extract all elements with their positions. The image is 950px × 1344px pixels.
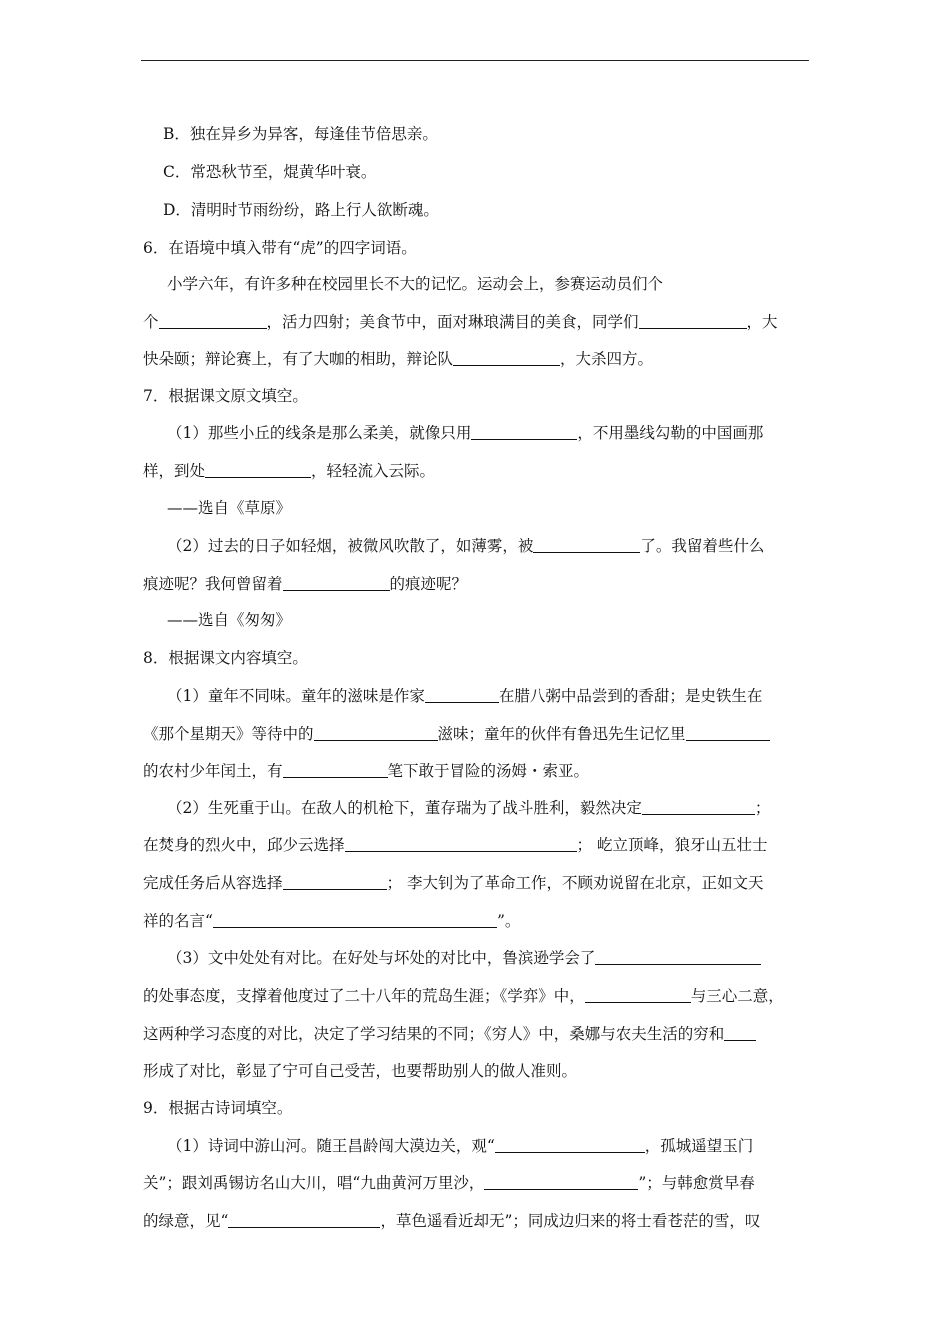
answer-blank[interactable] (283, 761, 388, 778)
q7-source-1: ——选自《草原》 (167, 499, 292, 517)
answer-blank[interactable] (724, 1024, 756, 1041)
answer-blank[interactable] (205, 461, 311, 478)
q8-p2-line-3: 完成任务后从容选择 ； 李大钊为了革命工作，不顾劝说留在北京，正如文天 (143, 874, 764, 892)
q9-p1-line-1: （1）诗词中游山河。随王昌龄闯大漠边关，观“ ，孤城遥望玉门 (167, 1137, 754, 1155)
answer-blank[interactable] (283, 873, 387, 890)
answer-blank[interactable] (213, 911, 497, 928)
q6-line-1: 小学六年，有许多种在校园里长不大的记忆。运动会上，参赛运动员们个 (167, 275, 664, 293)
answer-blank[interactable] (495, 1136, 645, 1153)
answer-blank[interactable] (228, 1211, 380, 1228)
answer-blank[interactable] (453, 349, 560, 366)
answer-blank[interactable] (639, 312, 747, 329)
answer-blank[interactable] (345, 835, 577, 852)
answer-blank[interactable] (471, 423, 577, 440)
q9-p1-line-3: 的绿意，见“ ，草色遥看近却无”；同成边归来的将士看苍茫的雪，叹 (143, 1212, 761, 1230)
answer-blank[interactable] (595, 948, 761, 965)
q7-p2-line-1: （2）过去的日子如轻烟，被微风吹散了，如薄雾，被 了。我留着些什么 (167, 537, 765, 555)
q5-option-c: C．常恐秋节至，焜黄华叶衰。 (163, 163, 377, 181)
q8-p3-line-1: （3）文中处处有对比。在好处与坏处的对比中，鲁滨逊学会了 (167, 948, 761, 968)
q7-title: 7．根据课文原文填空。 (143, 387, 308, 405)
answer-blank[interactable] (533, 536, 640, 553)
q8-p1-line-3: 的农村少年闰土，有 笔下敢于冒险的汤姆・索亚。 (143, 762, 590, 780)
q5-option-b: B．独在异乡为异客，每逢佳节倍思亲。 (163, 125, 438, 143)
q8-p1-line-2: 《那个星期天》等待中的 滋味；童年的伙伴有鲁迅先生记忆里 (143, 724, 770, 744)
q6-line-2: 个 ，活力四射；美食节中，面对琳琅满目的美食，同学们 ，大 (143, 313, 778, 331)
q8-p3-line-2: 的处事态度，支撑着他度过了二十八年的荒岛生涯；《学弈》中， 与三心二意， (143, 987, 784, 1005)
q9-p1-line-2: 关”；跟刘禹锡访名山大川，唱“九曲黄河万里沙， ”；与韩愈赏早春 (143, 1174, 755, 1192)
q6-title: 6．在语境中填入带有“虎”的四字词语。 (143, 239, 417, 257)
answer-blank[interactable] (585, 986, 691, 1003)
header-rule (141, 60, 809, 61)
answer-blank[interactable] (283, 574, 390, 591)
q7-p2-line-2: 痕迹呢？我何曾留着 的痕迹呢？ (143, 575, 468, 593)
q7-source-2: ——选自《匆匆》 (167, 611, 292, 629)
q8-p2-line-4: 祥的名言“ ”。 (143, 912, 521, 930)
q7-p1-line-1: （1）那些小丘的线条是那么柔美，就像只用 ，不用墨线勾勒的中国画那 (167, 424, 764, 442)
answer-blank[interactable] (425, 686, 499, 703)
answer-blank[interactable] (159, 312, 267, 329)
q8-p2-line-1: （2）生死重于山。在敌人的机枪下，董存瑞为了战斗胜利，毅然决定 ； (167, 799, 771, 817)
q6-line-3: 快朵颐；辩论赛上，有了大咖的相助，辩论队 ，大杀四方。 (143, 350, 654, 368)
q8-p1-line-1: （1）童年不同味。童年的滋味是作家 在腊八粥中品尝到的香甜；是史铁生在 (167, 687, 763, 705)
q8-p3-line-4: 形成了对比，彰显了宁可自己受苦，也要帮助别人的做人准则。 (143, 1062, 578, 1080)
q7-p1-line-2: 样，到处 ，轻轻流入云际。 (143, 462, 436, 480)
answer-blank[interactable] (484, 1173, 638, 1190)
answer-blank[interactable] (642, 798, 755, 815)
answer-blank[interactable] (314, 724, 438, 741)
q9-title: 9．根据古诗词填空。 (143, 1099, 293, 1117)
answer-blank[interactable] (686, 724, 770, 741)
q8-p2-line-2: 在焚身的烈火中，邱少云选择 ； 屹立顶峰，狼牙山五壮士 (143, 836, 768, 854)
q8-title: 8．根据课文内容填空。 (143, 649, 308, 667)
q8-p3-line-3: 这两种学习态度的对比，决定了学习结果的不同；《穷人》中，桑娜与农夫生活的穷和 (143, 1024, 756, 1044)
q5-option-d: D．清明时节雨纷纷，路上行人欲断魂。 (163, 201, 439, 219)
